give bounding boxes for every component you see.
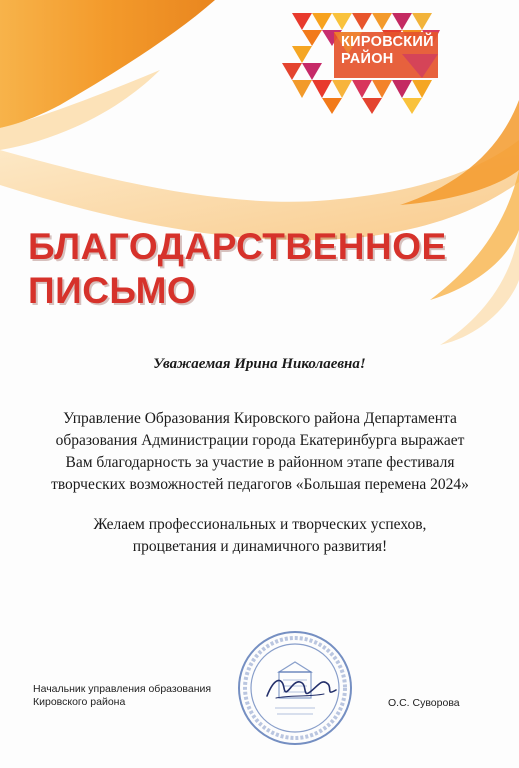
handwritten-signature-icon [262, 668, 342, 708]
body-line: образования Администрации города Екатеринбурга выражает [55, 432, 465, 449]
logo-text [341, 34, 461, 68]
page-title [28, 225, 498, 313]
gratitude-paragraph [40, 408, 480, 496]
title-line-1: БЛАГОДАРСТВЕННОЕ [28, 226, 447, 267]
signatory-title-line-1: Начальник управления образования [33, 683, 212, 695]
body-line: Вам благодарность за участие в районном этапе фестиваля [65, 454, 455, 471]
wish-line: Желаем профессиональных и творческих успехов, [93, 516, 427, 533]
wish-line: процветания и динамичного развития! [132, 538, 388, 555]
title-line-2: ПИСЬМО [28, 270, 197, 311]
logo-line-2: РАЙОН [341, 51, 394, 67]
body-line: Управление Образования Кировского района Департамента [63, 410, 457, 427]
salutation: Уважаемая Ирина Николаевна! [153, 356, 366, 372]
signatory-title-line-2: Кировского района [33, 696, 126, 708]
signatory-name: О.С. Суворова [388, 697, 460, 709]
signatory-title [33, 683, 253, 709]
wishes-paragraph [40, 514, 480, 558]
body-line: творческих возможностей педагогов «Большая перемена 2024» [51, 476, 469, 493]
logo-line-1: КИРОВСКИЙ [341, 34, 434, 50]
